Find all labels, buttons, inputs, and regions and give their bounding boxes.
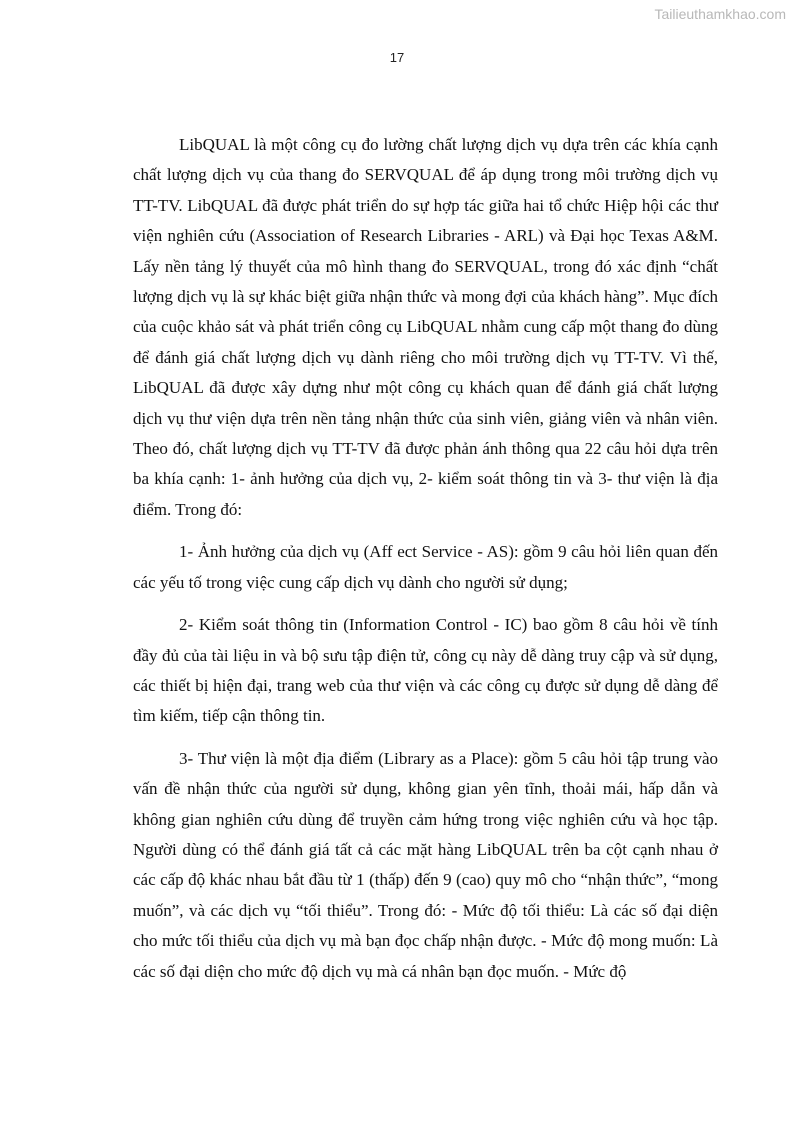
document-body [133, 130, 718, 999]
paragraph-library-as-place: 3- Thư viện là một địa điểm (Library as a Place): gồm 5 câu hỏi tập trung vào vấn đề nhận thức của người sử dụng, không gian yên tĩnh, thoải mái, hấp dẫn và không gian nghiên cứu dùng để truyền cảm hứng trong việc nghiên cứu và học tập. Người dùng có thể đánh giá tất cả các mặt hàng LibQUAL trên ba cột cạnh nhau ở các cấp độ khác nhau bắt đầu từ 1 (thấp) đến 9 (cao) quy mô cho “nhận thức”, “mong muốn”, và các dịch vụ “tối thiểu”. Trong đó: - Mức độ tối thiểu: Là các số đại diện cho mức tối thiểu của dịch vụ mà bạn đọc chấp nhận được. - Mức độ mong muốn: Là các số đại diện cho mức độ dịch vụ mà cá nhân bạn đọc muốn. - Mức độ [133, 748, 718, 981]
paragraph-affect-service: 1- Ảnh hưởng của dịch vụ (Aff ect Service - AS): gồm 9 câu hỏi liên quan đến các yếu tố trong việc cung cấp dịch vụ dành cho người sử dụng; [133, 542, 718, 592]
watermark: Tailieuthamkhao.com [654, 6, 786, 22]
paragraph-information-control: 2- Kiểm soát thông tin (Information Control - IC) bao gồm 8 câu hỏi về tính đầy đủ của tài liệu in và bộ sưu tập điện tử, công cụ này dễ dàng truy cập và sử dụng, các thiết bị hiện đại, trang web của thư viện và các công cụ được sử dụng dễ dàng để tìm kiếm, tiếp cận thông tin. [133, 615, 718, 726]
page-number: 17 [389, 50, 405, 65]
paragraph-libqual-intro: LibQUAL là một công cụ đo lường chất lượng dịch vụ dựa trên các khía cạnh chất lượng dịch vụ của thang đo SERVQUAL để áp dụng trong môi trường dịch vụ TT-TV. LibQUAL đã được phát triển do sự hợp tác giữa hai tổ chức Hiệp hội các thư viện nghiên cứu (Association of Research Libraries - ARL) và Đại học Texas A&M. Lấy nền tảng lý thuyết của mô hình thang đo SERVQUAL, trong đó xác định “chất lượng dịch vụ là sự khác biệt giữa nhận thức và mong đợi của khách hàng”. Mục đích của cuộc khảo sát và phát triển công cụ LibQUAL nhằm cung cấp một thang đo dùng để đánh giá chất lượng dịch vụ dành riêng cho môi trường dịch vụ TT-TV. Vì thế, LibQUAL đã được xây dựng như một công cụ khách quan để đánh giá chất lượng dịch vụ thư viện dựa trên nền tảng nhận thức của sinh viên, giảng viên và nhân viên. Theo đó, chất lượng dịch vụ TT-TV đã được phản ánh thông qua 22 câu hỏi dựa trên ba khía cạnh: 1- ảnh hưởng của dịch vụ, 2- kiểm soát thông tin và 3- thư viện là địa điểm. Trong đó: [133, 135, 718, 519]
